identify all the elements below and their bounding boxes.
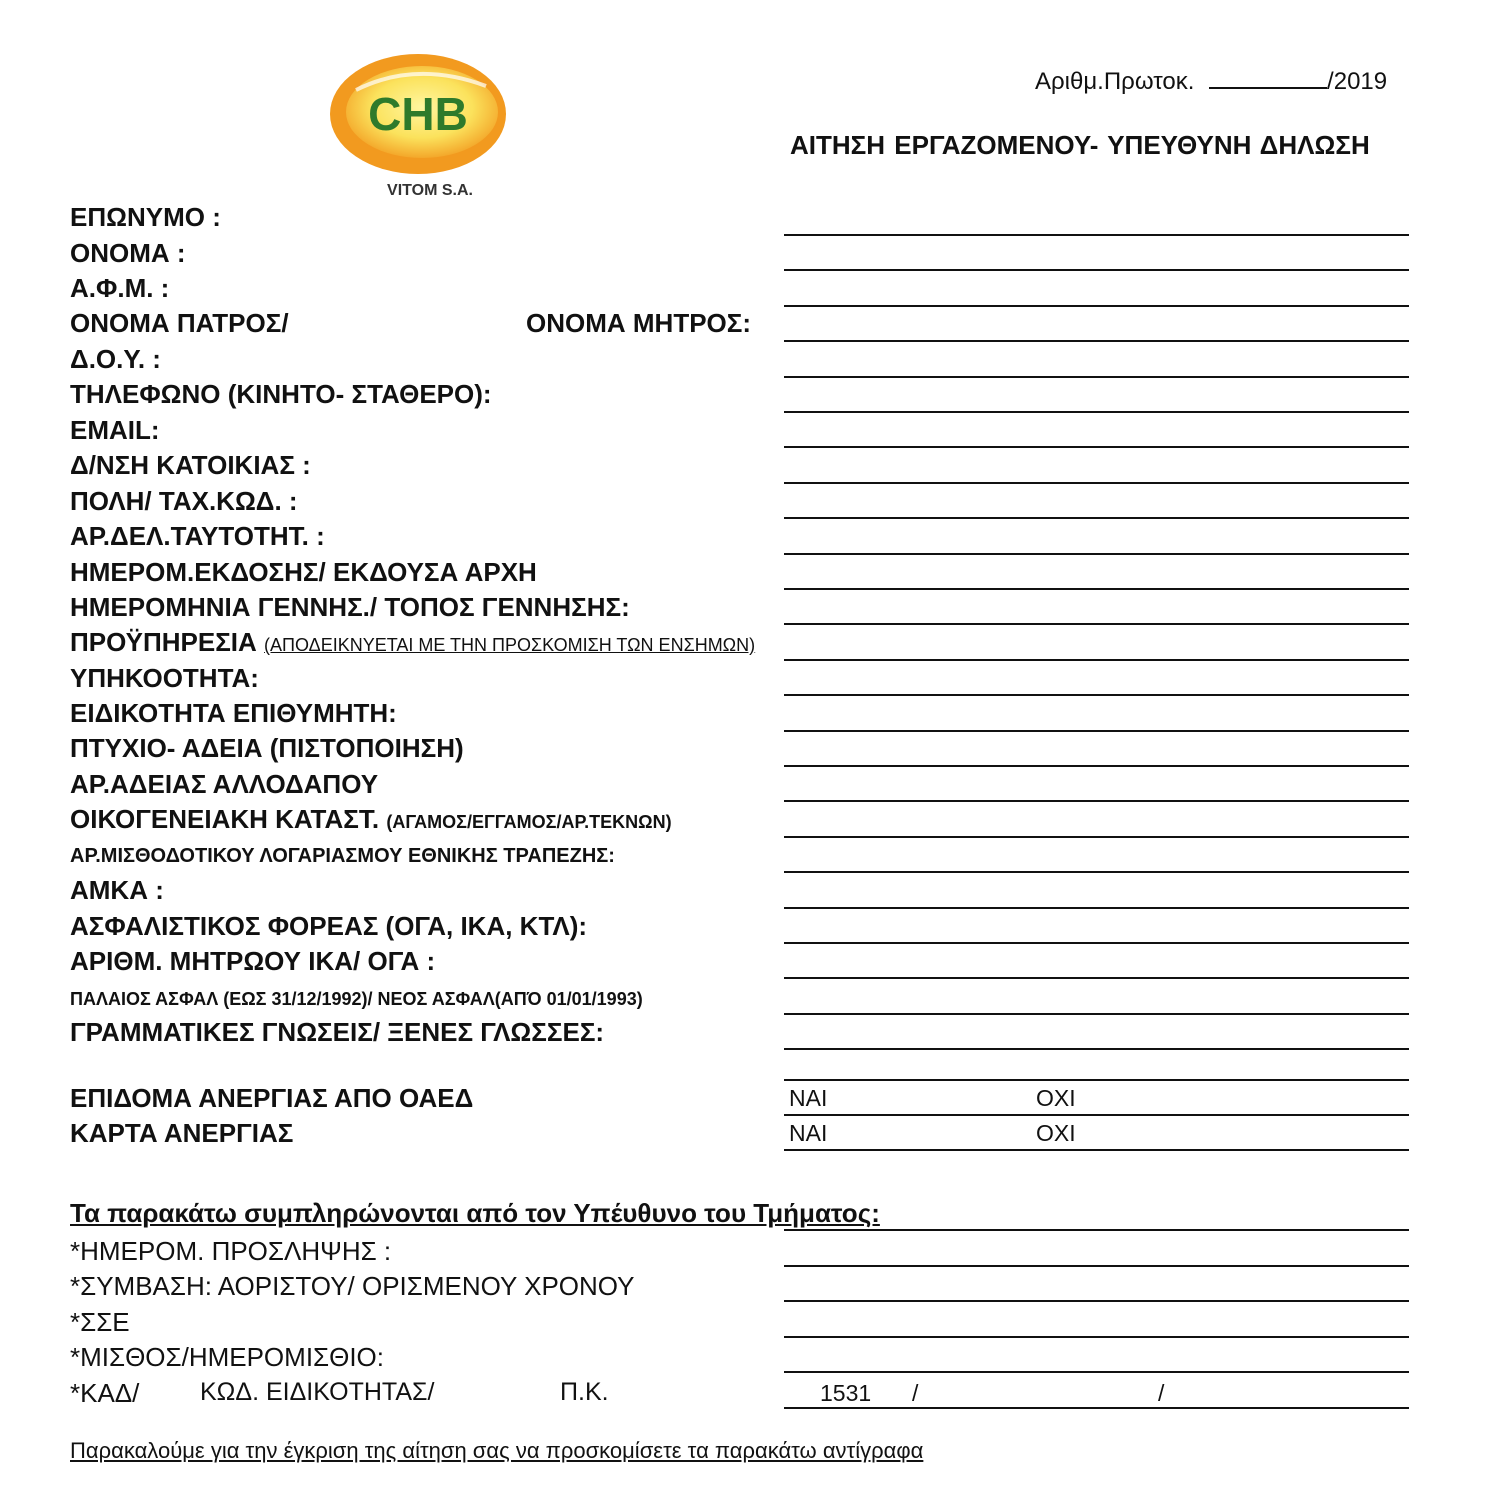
label-languages: ΓΡΑΜΜΑΤΙΚΕΣ ΓΝΩΣΕΙΣ/ ΞΕΝΕΣ ΓΛΩΣΣΕΣ:	[70, 1017, 605, 1047]
label-address: Δ/ΝΣΗ ΚΑΤΟΙΚΙΑΣ :	[70, 450, 311, 480]
label-family-status	[70, 804, 672, 835]
footer-note: Παρακαλούμε για την έγκριση της αίτηση σας να προσκομίσετε τα παρακάτω αντίγραφα	[70, 1438, 924, 1463]
salary-field[interactable]	[784, 1371, 1409, 1373]
protocol-label: Αριθμ.Πρωτοκ.	[1035, 68, 1195, 95]
family-status-note: (ΑΓΑΜΟΣ/ΕΓΓΑΜΟΣ/ΑΡ.ΤΕΚΝΩΝ)	[386, 812, 672, 832]
unemployment-benefit-yes[interactable]: ΝΑΙ	[789, 1085, 828, 1111]
amka-field[interactable]	[784, 907, 1409, 909]
kad-value: 1531	[820, 1380, 872, 1406]
sse-field[interactable]	[784, 1336, 1409, 1338]
protocol-blank[interactable]	[1209, 87, 1327, 89]
kad-field[interactable]	[784, 1407, 1409, 1409]
unemployment-card-field[interactable]	[784, 1149, 1409, 1151]
label-unemployment-benefit: ΕΠΙΔΟΜΑ ΑΝΕΡΓΙΑΣ ΑΠΟ ΟΑΕΔ	[70, 1083, 474, 1113]
label-prior-service	[70, 627, 755, 658]
logo-text: CHB	[368, 88, 468, 140]
label-kad: *ΚΑΔ/	[70, 1378, 140, 1408]
birth-field[interactable]	[784, 623, 1409, 625]
afm-field[interactable]	[784, 305, 1409, 307]
label-foreign-permit: ΑΡ.ΑΔΕΙΑΣ ΑΛΛΟΔΑΠΟΥ	[70, 769, 379, 799]
department-section-title: Τα παρακάτω συμπληρώνονται από τον Υπέυθυνο του Τμήματος:	[70, 1198, 880, 1228]
unemployment-benefit-field[interactable]	[784, 1114, 1409, 1116]
label-afm: Α.Φ.Μ. :	[70, 273, 170, 303]
company-logo	[326, 50, 512, 200]
protocol-year: /2019	[1327, 68, 1388, 95]
name-field[interactable]	[784, 269, 1409, 271]
prior-service-note: (ΑΠΟΔΕΙΚΝΥΕΤΑΙ ΜΕ ΤΗΝ ΠΡΟΣΚΟΜΙΣΗ ΤΩΝ ΕΝΣΗΜΩΝ)	[264, 635, 756, 655]
unemployment-benefit-no[interactable]: ΟΧΙ	[1036, 1085, 1076, 1111]
label-sse: *ΣΣΕ	[70, 1307, 130, 1337]
label-doy: Δ.Ο.Υ. :	[70, 344, 161, 374]
citizenship-field[interactable]	[784, 694, 1409, 696]
label-degree: ΠΤΥΧΙΟ- ΑΔΕΙΑ (ΠΙΣΤΟΠΟΙΗΣΗ)	[70, 733, 464, 763]
label-amka: ΑΜΚΑ :	[70, 875, 164, 905]
department-title-line	[784, 1229, 1409, 1231]
label-email: EMAIL:	[70, 415, 160, 445]
family-status-text: ΟΙΚΟΓΕΝΕΙΑΚΗ ΚΑΤΑΣΤ.	[70, 804, 380, 834]
label-contract: *ΣΥΜΒΑΣΗ: ΑΟΡΙΣΤΟΥ/ ΟΡΙΣΜΕΝΟΥ ΧΡΟΝΟΥ	[70, 1271, 635, 1301]
company-name: VITOM S.A.	[387, 182, 473, 199]
label-citizenship: ΥΠΗΚΟΟΤΗΤΑ:	[70, 663, 259, 693]
languages-field-2[interactable]	[784, 1079, 1409, 1081]
label-specialty: ΕΙΔΙΚΟΤΗΤΑ ΕΠΙΘΥΜΗΤΗ:	[70, 698, 397, 728]
label-bank-account: ΑΡ.ΜΙΣΘΟΔΟΤΙΚΟΥ ΛΟΓΑΡΙΑΣΜΟΥ ΕΘΝΙΚΗΣ ΤΡΑΠΕΖΗΣ:	[70, 845, 615, 867]
prior-service-field[interactable]	[784, 659, 1409, 661]
label-insurer: ΑΣΦΑΛΙΣΤΙΚΟΣ ΦΟΡΕΑΣ (ΟΓΑ, ΙΚΑ, ΚΤΛ):	[70, 911, 588, 941]
label-phone: ΤΗΛΕΦΩΝΟ (ΚΙΝΗΤΟ- ΣΤΑΘΕΡΟ):	[70, 379, 492, 409]
registry-field[interactable]	[784, 977, 1409, 979]
city-field[interactable]	[784, 517, 1409, 519]
document-title: ΑΙΤΗΣΗ ΕΡΓΑΖΟΜΕΝΟΥ- ΥΠΕΥΘΥΝΗ ΔΗΛΩΣΗ	[790, 130, 1370, 160]
label-registry: ΑΡΙΘΜ. ΜΗΤΡΩΟΥ ΙΚΑ/ ΟΓΑ :	[70, 946, 436, 976]
unemployment-card-no[interactable]: ΟΧΙ	[1036, 1120, 1076, 1146]
degree-field[interactable]	[784, 765, 1409, 767]
email-field[interactable]	[784, 446, 1409, 448]
kad-separator-1: /	[912, 1380, 919, 1406]
unemployment-card-yes[interactable]: ΝΑΙ	[789, 1120, 828, 1146]
foreign-permit-field[interactable]	[784, 800, 1409, 802]
specialty-field[interactable]	[784, 730, 1409, 732]
label-mother-name: ΟΝΟΜΑ ΜΗΤΡΟΣ:	[526, 308, 752, 338]
protocol-number	[1035, 68, 1387, 96]
insurer-field[interactable]	[784, 942, 1409, 944]
bank-account-field[interactable]	[784, 871, 1409, 873]
label-old-new-insured: ΠΑΛΑΙΟΣ ΑΣΦΑΛ (ΕΩΣ 31/12/1992)/ ΝΕΟΣ ΑΣΦΑΛ(ΑΠΌ 01/01/1993)	[70, 989, 643, 1009]
label-salary: *ΜΙΣΘΟΣ/ΗΜΕΡΟΜΙΣΘΙΟ:	[70, 1342, 385, 1372]
surname-field[interactable]	[784, 234, 1409, 236]
prior-service-text: ΠΡΟΫΠΗΡΕΣΙΑ	[70, 627, 257, 657]
label-issue-date: ΗΜΕΡΟΜ.ΕΚΔΟΣΗΣ/ ΕΚΔΟΥΣΑ ΑΡΧΗ	[70, 557, 537, 587]
label-hire-date: *ΗΜΕΡΟΜ. ΠΡΟΣΛΗΨΗΣ :	[70, 1236, 392, 1266]
label-name: ΟΝΟΜΑ :	[70, 238, 186, 268]
label-unemployment-card: ΚΑΡΤΑ ΑΝΕΡΓΙΑΣ	[70, 1118, 294, 1148]
label-pk: Π.Κ.	[560, 1378, 609, 1406]
family-status-field[interactable]	[784, 836, 1409, 838]
address-field[interactable]	[784, 482, 1409, 484]
kad-separator-2: /	[1158, 1380, 1165, 1406]
hire-date-field[interactable]	[784, 1265, 1409, 1267]
id-number-field[interactable]	[784, 553, 1409, 555]
old-new-insured-field[interactable]	[784, 1013, 1409, 1015]
label-father-name: ΟΝΟΜΑ ΠΑΤΡΟΣ/	[70, 308, 289, 338]
parents-field[interactable]	[784, 340, 1409, 342]
languages-field[interactable]	[784, 1048, 1409, 1050]
label-specialty-code: ΚΩΔ. ΕΙΔΙΚΟΤΗΤΑΣ/	[200, 1378, 435, 1406]
label-id-number: ΑΡ.ΔΕΛ.ΤΑΥΤΟΤΗΤ. :	[70, 521, 325, 551]
chb-logo-icon	[326, 50, 512, 200]
label-birth: ΗΜΕΡΟΜΗΝΙΑ ΓΕΝΝΗΣ./ ΤΟΠΟΣ ΓΕΝΝΗΣΗΣ:	[70, 592, 630, 622]
doy-field[interactable]	[784, 376, 1409, 378]
contract-field[interactable]	[784, 1300, 1409, 1302]
label-surname: ΕΠΩΝΥΜΟ :	[70, 202, 221, 232]
label-city: ΠΟΛΗ/ ΤΑΧ.ΚΩΔ. :	[70, 486, 298, 516]
issue-field[interactable]	[784, 588, 1409, 590]
phone-field[interactable]	[784, 411, 1409, 413]
